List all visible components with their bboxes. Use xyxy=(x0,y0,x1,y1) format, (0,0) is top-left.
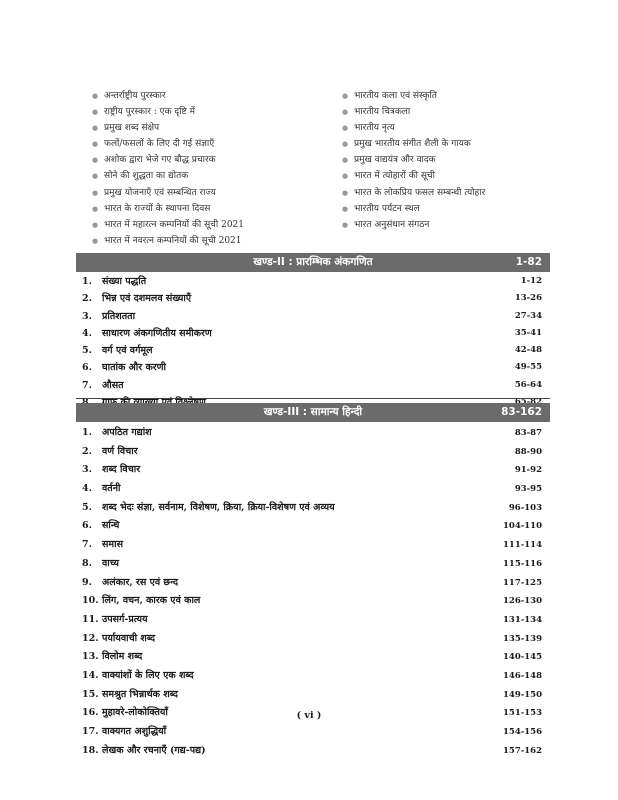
toc-row xyxy=(82,377,542,394)
toc-pages: 104-110 xyxy=(502,521,542,532)
bullet-item xyxy=(342,152,485,168)
bullet-dot-icon: ● xyxy=(342,220,349,229)
toc-pages: 96-103 xyxy=(508,502,542,513)
toc-number: 3. xyxy=(82,464,92,476)
toc-number: 12. xyxy=(82,632,99,644)
toc-number: 13. xyxy=(82,651,99,663)
bullet-item xyxy=(92,120,244,136)
bullet-text: भारतीय चित्रकला xyxy=(354,107,411,118)
toc-pages: 93-95 xyxy=(514,484,542,495)
toc-pages: 83-87 xyxy=(514,428,542,438)
toc-pages: 91-92 xyxy=(514,465,542,476)
bullet-text: भारत अनुसंधान संगठन xyxy=(354,219,430,230)
section-2-list xyxy=(82,273,542,411)
bullet-item xyxy=(342,168,485,184)
toc-label: लेखक और रचनाएँ (गद्य-पद्य) xyxy=(102,744,206,756)
bullet-dot-icon: ● xyxy=(92,92,99,100)
bullet-text: भारत में त्योहारों की सूची xyxy=(354,171,435,182)
toc-label: विलोम शब्द xyxy=(102,651,143,663)
bullet-dot-icon: ● xyxy=(342,124,349,133)
toc-pages: 35-41 xyxy=(514,327,542,338)
bullet-dot-icon: ● xyxy=(92,188,99,197)
bullet-text: भारत में नवरत्न कम्पनियों की सूची 2021 xyxy=(104,235,242,246)
section-2-title: खण्ड-II : प्रारम्भिक अंकगणित xyxy=(253,256,373,268)
bullet-list xyxy=(92,88,532,248)
toc-row xyxy=(82,592,542,611)
toc-number: 8. xyxy=(82,557,92,569)
toc-row xyxy=(82,686,542,705)
bullet-item xyxy=(342,217,485,233)
toc-pages: 27-34 xyxy=(514,310,542,321)
bullet-text: भारतीय नृत्य xyxy=(354,123,395,134)
toc-row xyxy=(82,611,542,630)
toc-number: 3. xyxy=(82,310,92,322)
bullet-dot-icon: ● xyxy=(342,92,349,100)
toc-row xyxy=(82,443,542,462)
toc-pages: 13-26 xyxy=(514,293,542,304)
toc-pages: 42-48 xyxy=(514,345,542,356)
toc-label: वर्तनी xyxy=(102,483,121,495)
toc-label: संख्या पद्धति xyxy=(102,276,147,287)
toc-label: शब्द भेदः संज्ञा, सर्वनाम, विशेषण, क्रिया, क्रिया-विशेषण एवं अव्यय xyxy=(102,501,335,513)
toc-row xyxy=(82,480,542,499)
toc-row xyxy=(82,723,542,742)
toc-label: पर्यायवाची शब्द xyxy=(102,632,156,644)
page-number: ( vi ) xyxy=(296,710,322,721)
toc-label: अपठित गद्यांश xyxy=(102,427,152,438)
toc-pages: 140-145 xyxy=(502,652,542,663)
toc-number: 7. xyxy=(82,539,92,551)
toc-number: 17. xyxy=(82,726,99,737)
bullet-dot-icon: ● xyxy=(342,188,349,197)
section-3-header xyxy=(76,403,550,422)
toc-label: उपसर्ग-प्रत्यय xyxy=(102,613,148,625)
bullet-item xyxy=(92,104,244,120)
toc-row xyxy=(82,648,542,667)
toc-row xyxy=(82,342,542,359)
toc-number: 5. xyxy=(82,345,92,357)
toc-number: 6. xyxy=(82,520,92,532)
toc-pages: 151-153 xyxy=(502,708,542,719)
toc-pages: 1-12 xyxy=(520,276,542,286)
toc-number: 4. xyxy=(82,327,92,339)
toc-pages: 131-134 xyxy=(502,614,542,625)
bullet-text: अन्तर्राष्ट्रीय पुरस्कार xyxy=(104,91,166,101)
toc-number: 14. xyxy=(82,669,99,681)
bullet-dot-icon: ● xyxy=(92,156,99,165)
toc-label: वर्ग एवं वर्गमूल xyxy=(102,345,153,357)
toc-label: अलंकार, रस एवं छन्द xyxy=(102,576,179,588)
toc-number: 18. xyxy=(82,744,99,756)
toc-row xyxy=(82,290,542,307)
bullet-item xyxy=(92,201,244,217)
toc-number: 6. xyxy=(82,362,92,374)
toc-pages: 56-64 xyxy=(514,379,542,390)
toc-row xyxy=(82,630,542,649)
bullet-text: फलों/फसलों के लिए दी गई संज्ञाएँ xyxy=(104,139,215,150)
toc-pages: 88-90 xyxy=(514,446,542,457)
toc-label: साधारण अंकगणितीय समीकरण xyxy=(102,327,212,339)
bullet-text: भारतीय पर्यटन स्थल xyxy=(354,203,420,214)
bullet-item xyxy=(92,233,244,249)
toc-label: समश्रुत भिन्नार्थक शब्द xyxy=(102,688,178,700)
bullet-item xyxy=(92,217,244,233)
bullet-item xyxy=(342,120,485,136)
toc-label: वर्ण विचार xyxy=(102,445,138,457)
toc-row xyxy=(82,359,542,376)
bullet-text: भारत के राज्यों के स्थापना दिवस xyxy=(104,203,211,214)
toc-label: वाक्यांशों के लिए एक शब्द xyxy=(102,669,194,681)
toc-number: 5. xyxy=(82,501,92,513)
bullet-text: भारत के लोकप्रिय फसल सम्बन्धी त्योहार xyxy=(354,187,486,198)
divider xyxy=(76,398,550,399)
bullet-item xyxy=(92,88,244,104)
toc-pages: 117-125 xyxy=(502,577,542,588)
toc-number: 11. xyxy=(82,613,99,625)
toc-row xyxy=(82,517,542,536)
toc-label: प्रतिशतता xyxy=(102,310,136,322)
bullet-dot-icon: ● xyxy=(92,236,99,245)
toc-number: 10. xyxy=(82,595,99,607)
bullet-dot-icon: ● xyxy=(342,172,349,181)
toc-row xyxy=(82,742,542,761)
toc-pages: 49-55 xyxy=(514,362,542,373)
toc-row xyxy=(82,499,542,518)
toc-number: 9. xyxy=(82,576,92,588)
toc-number: 16. xyxy=(82,707,99,719)
toc-row xyxy=(82,273,542,290)
toc-row xyxy=(82,461,542,480)
section-2-range: 1-82 xyxy=(515,256,542,268)
toc-pages: 135-139 xyxy=(502,633,542,644)
toc-label: सन्धि xyxy=(102,520,120,532)
toc-number: 1. xyxy=(82,276,92,287)
toc-row xyxy=(82,667,542,686)
bullet-text: भारत में महारत्न कम्पनियों की सूची 2021 xyxy=(104,219,244,230)
bullet-dot-icon: ● xyxy=(92,204,99,213)
toc-row xyxy=(82,308,542,325)
bullet-dot-icon: ● xyxy=(92,220,99,229)
bullet-text: प्रमुख वाद्ययंत्र और वादक xyxy=(354,155,436,166)
toc-pages: 115-116 xyxy=(502,558,542,569)
bullet-dot-icon: ● xyxy=(342,140,349,149)
bullet-text: सोने की शुद्धता का द्योतक xyxy=(104,171,189,182)
bullet-item xyxy=(92,168,244,184)
bullet-item xyxy=(92,136,244,152)
toc-pages: 154-156 xyxy=(502,727,542,737)
bullet-item xyxy=(92,152,244,168)
bullet-item xyxy=(342,104,485,120)
bullet-dot-icon: ● xyxy=(92,108,99,117)
section-2-header xyxy=(76,253,550,272)
toc-pages: 126-130 xyxy=(502,596,542,607)
bullet-item xyxy=(342,88,485,104)
bullet-dot-icon: ● xyxy=(342,156,349,165)
toc-number: 7. xyxy=(82,379,92,391)
toc-number: 2. xyxy=(82,293,92,305)
bullet-column-right xyxy=(342,88,485,233)
toc-pages: 157-162 xyxy=(502,745,542,756)
toc-label: वाक्यगत अशुद्धियाँ xyxy=(102,726,167,737)
bullet-dot-icon: ● xyxy=(92,172,99,181)
toc-label: समास xyxy=(102,539,123,551)
bullet-text: प्रमुख भारतीय संगीत शैली के गायक xyxy=(354,139,471,150)
bullet-dot-icon: ● xyxy=(92,124,99,133)
bullet-item xyxy=(342,185,485,201)
toc-label: औसत xyxy=(102,379,124,391)
toc-label: भिन्न एवं दशमलव संख्याएँ xyxy=(102,293,192,305)
toc-row xyxy=(82,574,542,593)
toc-pages: 149-150 xyxy=(502,689,542,700)
toc-label: शब्द विचार xyxy=(102,464,141,476)
section-3-range: 83-162 xyxy=(501,406,542,418)
bullet-item xyxy=(92,185,244,201)
bullet-dot-icon: ● xyxy=(342,204,349,213)
toc-number: 15. xyxy=(82,688,99,700)
section-3-title: खण्ड-III : सामान्य हिन्दी xyxy=(263,406,363,418)
bullet-text: भारतीय कला एवं संस्कृति xyxy=(354,91,437,101)
toc-label: मुहावरे-लोकोक्तियाँ xyxy=(102,707,168,719)
toc-pages: 111-114 xyxy=(502,540,542,551)
bullet-text: राष्ट्रीय पुरस्कार : एक दृष्टि में xyxy=(104,107,196,118)
toc-number: 2. xyxy=(82,445,92,457)
toc-pages: 146-148 xyxy=(502,670,542,681)
bullet-text: प्रमुख योजनाएँ एवं सम्बन्धित राज्य xyxy=(104,187,216,198)
bullet-item xyxy=(342,136,485,152)
toc-row xyxy=(82,536,542,555)
toc-number: 4. xyxy=(82,483,92,495)
bullet-dot-icon: ● xyxy=(342,108,349,117)
toc-row xyxy=(82,555,542,574)
toc-row xyxy=(82,325,542,342)
bullet-column-left xyxy=(92,88,244,249)
bullet-text: प्रमुख शब्द संक्षेप xyxy=(104,123,160,134)
bullet-item xyxy=(342,201,485,217)
toc-number: 1. xyxy=(82,427,92,438)
toc-label: लिंग, वचन, कारक एवं काल xyxy=(102,595,201,607)
toc-row xyxy=(82,424,542,443)
bullet-text: अशोक द्वारा भेजे गए बौद्ध प्रचारक xyxy=(104,155,216,166)
toc-label: वाच्य xyxy=(102,557,120,569)
bullet-dot-icon: ● xyxy=(92,140,99,149)
toc-label: घातांक और करणी xyxy=(102,362,166,374)
